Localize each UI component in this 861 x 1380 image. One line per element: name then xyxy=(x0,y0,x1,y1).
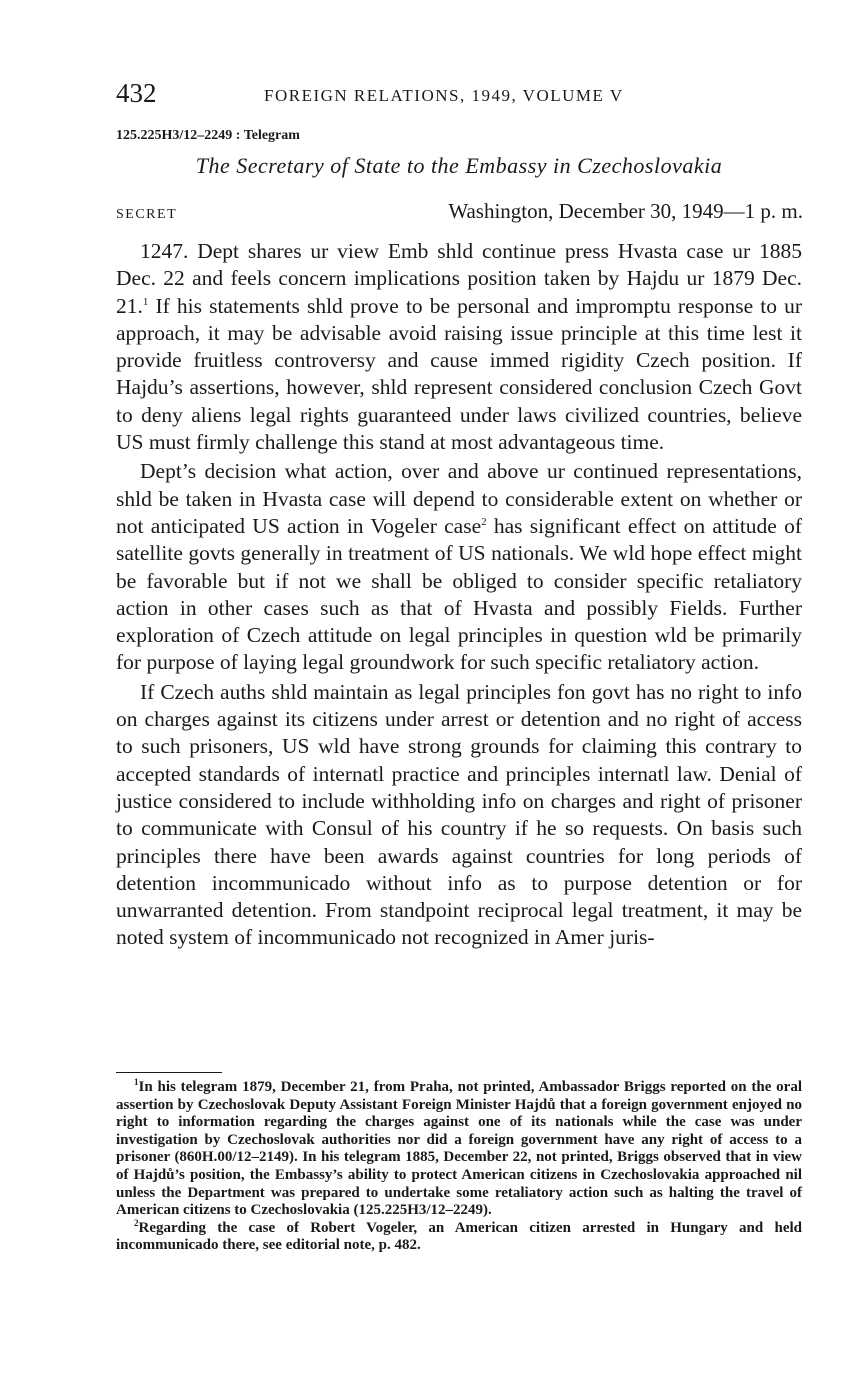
page-header xyxy=(116,78,802,114)
page-number: 432 xyxy=(116,78,157,108)
dateline xyxy=(448,199,803,224)
footnote-2 xyxy=(116,1217,802,1255)
footnote-text: Regarding the case of Robert Vogeler, an American citizen arrested in Hungary and held incommunicado there, see editorial note, p. 482. xyxy=(116,1219,802,1254)
paragraph-text: Dept’s decision what action, over and above ur continued representations, shld be taken in Hvasta case will depend to considerable extent on whether or not anticipated US action in Vogeler case xyxy=(116,459,802,538)
classification-label: SECRET xyxy=(116,207,178,222)
footnote-mark: 1 xyxy=(134,1077,139,1087)
footnote-ref-2: 2 xyxy=(481,515,487,528)
footnote-text: In his telegram 1879, December 21, from Praha, not printed, Ambassador Briggs reported on the oral assertion by Czechoslovak Deputy Assistant Foreign Minister Hajdů that a foreign government enjoyed no right to information regarding the charges against one of its nationals while the case was under investigation by Czechoslovak authorities nor did a foreign government have any right of access to a prisoner (860H.00/12–2149). In his telegram 1885, December 22, not printed, Briggs observed that in view of Hajdů’s position, the Embassy’s ability to protect American citizens in Czechoslovakia approached nil unless the Department was prepared to undertake some retaliatory action such as halting the travel of American citizens to Czechoslovakia (125.225H3/12–2249). xyxy=(116,1079,802,1219)
running-title: FOREIGN RELATIONS, 1949, VOLUME V xyxy=(264,86,624,105)
paragraph-text: 1247. Dept shares ur view Emb shld continue press Hvasta case ur 1885 Dec. 22 and feels concern implications position taken by Hajdu ur 1879 Dec. 21. xyxy=(116,239,802,318)
paragraph-text: has significant effect on attitude of satellite govts generally in treatment of US nationals. We wld hope effect might be favorable but if not we shall be obliged to consider specific retaliatory action in other cases such as that of Hvasta and possibly Fields. Further exploration of Czech attitude on legal principles in question wld be primarily for purpose of laying legal groundwork for such specific retaliatory action. xyxy=(116,513,803,675)
footnote-divider xyxy=(116,1072,222,1073)
dateline-date: December 30, 1949—1 p. m. xyxy=(558,199,803,223)
body-paragraph-1 xyxy=(116,238,802,456)
footnote-ref-1: 1 xyxy=(142,295,149,308)
telegram-body xyxy=(116,238,802,952)
document-title: The Secretary of State to the Embassy in Czechoslovakia xyxy=(195,153,723,178)
footnote-1 xyxy=(116,1079,802,1220)
body-paragraph-2 xyxy=(116,458,802,676)
body-paragraph-3: If Czech auths shld maintain as legal principles fon govt has no right to info on charges against its citizens under arrest or detention and no right of access to such prisoners, US wld have strong grounds for claiming this contrary to accepted standards of internatl practice and principles internatl law. Denial of justice considered to include withholding info on charges and right of prisoner to communicate with Consul of his country if he so requests. On basis such principles there have been awards against countries for long periods of detention incommunicado without info as to purpose detention or for unwarranted detention. From standpoint reciprocal legal treatment, it may be noted system of incommunicado not recognized in Amer juris- xyxy=(116,679,802,950)
paragraph-text: If his statements shld prove to be personal and impromptu response to ur approach, it may be advisable avoid raising issue principle at this time lest it provide fruitless controversy and cause immed rigidity Czech position. If Hajdu’s assertions, however, shld represent considered conclusion Czech Govt to deny aliens legal rights guaranteed under laws civilized countries, believe US must firmly challenge this stand at most advantageous time. xyxy=(116,293,802,455)
footnote-mark: 2 xyxy=(134,1217,139,1228)
dateline-place: Washington, xyxy=(448,199,554,223)
footnotes xyxy=(116,1079,802,1255)
file-number: 125.225H3/12–2249 : Telegram xyxy=(116,128,300,143)
